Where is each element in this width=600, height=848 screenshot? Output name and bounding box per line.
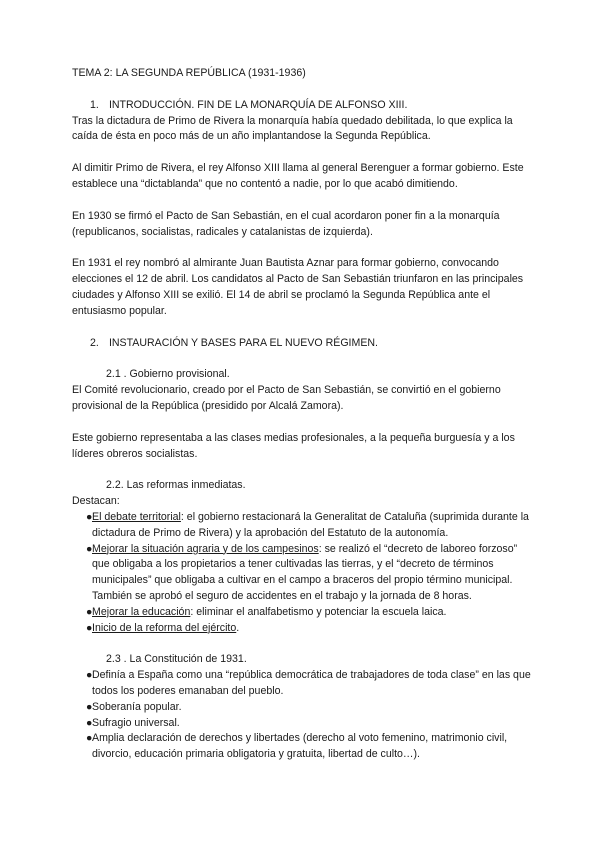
section-1-heading-text: INTRODUCCIÓN. FIN DE LA MONARQUÍA DE ALFONSO XIII.	[108, 98, 408, 111]
bullet-icon: ●	[86, 669, 93, 682]
subsection-2-1-paragraph-1: El Comité revolucionario, creado por el Pacto de San Sebastián, se convirtió en el gobierno provisional de la República (presidido por Alcalá Zamora).	[72, 384, 501, 412]
document-title: TEMA 2: LA SEGUNDA REPÚBLICA (1931-1936)	[72, 67, 306, 79]
reform-description: : el gobierno restacionará la Generalitat de Cataluña (suprimida durante la dictadura de Primo de Rivera) y la aprobación del Estatuto de la autonomía.	[92, 510, 529, 539]
subsection-2-1-heading: 2.1 . Gobierno provisional.	[106, 368, 230, 381]
section-2-heading-text: INSTAURACIÓN Y BASES PARA EL NUEVO RÉGIMEN.	[108, 336, 378, 349]
subsection-2-2-heading: 2.2. Las reformas inmediatas.	[106, 479, 246, 492]
constitution-point: Amplia declaración de derechos y libertades (derecho al voto femenino, matrimonio civil, divorcio, educación primaria obligatoria y gratuita, libertad de culto…).	[92, 732, 508, 761]
subsection-2-3-heading: 2.3 . La Constitución de 1931.	[106, 653, 247, 666]
constitution-point: Sufragio universal.	[92, 716, 180, 729]
list-item	[72, 621, 532, 637]
list-item	[72, 668, 532, 700]
section-2-heading	[72, 336, 532, 352]
bullet-icon: ●	[86, 700, 93, 713]
list-item	[72, 700, 532, 716]
bullet-icon: ●	[86, 605, 93, 618]
list-item	[72, 510, 532, 542]
reform-description: .	[236, 621, 240, 634]
document-page	[72, 66, 532, 763]
section-1-number: 1.	[90, 98, 99, 111]
bullet-icon: ●	[86, 510, 93, 523]
constitution-point: Definía a España como una “república democrática de trabajadores de toda clase” en las que todos los poderes emanaban del pueblo.	[92, 669, 531, 697]
reform-title: El debate territorial	[92, 510, 181, 523]
reform-title: Inicio de la reforma del ejército	[92, 621, 237, 634]
bullet-icon: ●	[86, 716, 93, 729]
section-1-paragraph-4: En 1931 el rey nombró al almirante Juan Bautista Aznar para formar gobierno, convocando elecciones el 12 de abril. Los candidatos al Pacto de San Sebastián triunfaron en las principales ciudades y Alfonso XIII se exilió. El 14 de abril se proclamó la Segunda República ante el entusiasmo popular.	[72, 257, 524, 317]
reforms-list	[72, 510, 532, 636]
reform-description: : eliminar el analfabetismo y potenciar la escuela laica.	[190, 605, 447, 618]
list-item	[72, 542, 532, 605]
subsection-2-1-paragraph-2: Este gobierno representaba a las clases medias profesionales, a la pequeña burguesía y a los líderes obreros socialistas.	[72, 431, 515, 460]
list-item	[72, 605, 532, 621]
bullet-icon: ●	[86, 542, 93, 555]
bullet-icon: ●	[86, 621, 93, 634]
section-1-paragraph-1: Tras la dictadura de Primo de Rivera la monarquía había quedado debilitada, lo que explica la caída de ésta en poco más de un año implantandose la Segunda República.	[72, 114, 513, 143]
constitution-list	[72, 668, 532, 763]
subsection-2-2-intro: Destacan:	[72, 495, 120, 508]
section-2-number: 2.	[90, 336, 99, 349]
reform-title: Mejorar la educación	[92, 605, 191, 618]
section-1-paragraph-3: En 1930 se firmó el Pacto de San Sebastián, en el cual acordaron poner fin a la monarquía (republicanos, socialistas, radicales y catalanistas de izquierda).	[72, 209, 500, 238]
constitution-point: Soberanía popular.	[92, 700, 182, 713]
section-1-paragraph-2: Al dimitir Primo de Rivera, el rey Alfonso XIII llama al general Berenguer a formar gobierno. Este establece una “dictablanda” que no contentó a nadie, por lo que acabó dimitiendo.	[72, 162, 524, 190]
section-1-heading	[72, 98, 532, 114]
reform-description: : se realizó el “decreto de laboreo forzoso” que obligaba a los propietarios a tener cultivadas las tierras, y el “decreto de términos municipales” que obligaba a cultivar en el campo a braceros del propio término municipal. También se aprobó el seguro de accidentes en el trabajo y la jornada de 8 horas.	[92, 542, 518, 602]
list-item	[72, 731, 532, 763]
list-item	[72, 716, 532, 732]
bullet-icon: ●	[86, 732, 93, 745]
reform-title: Mejorar la situación agraria y de los campesinos	[92, 542, 319, 555]
